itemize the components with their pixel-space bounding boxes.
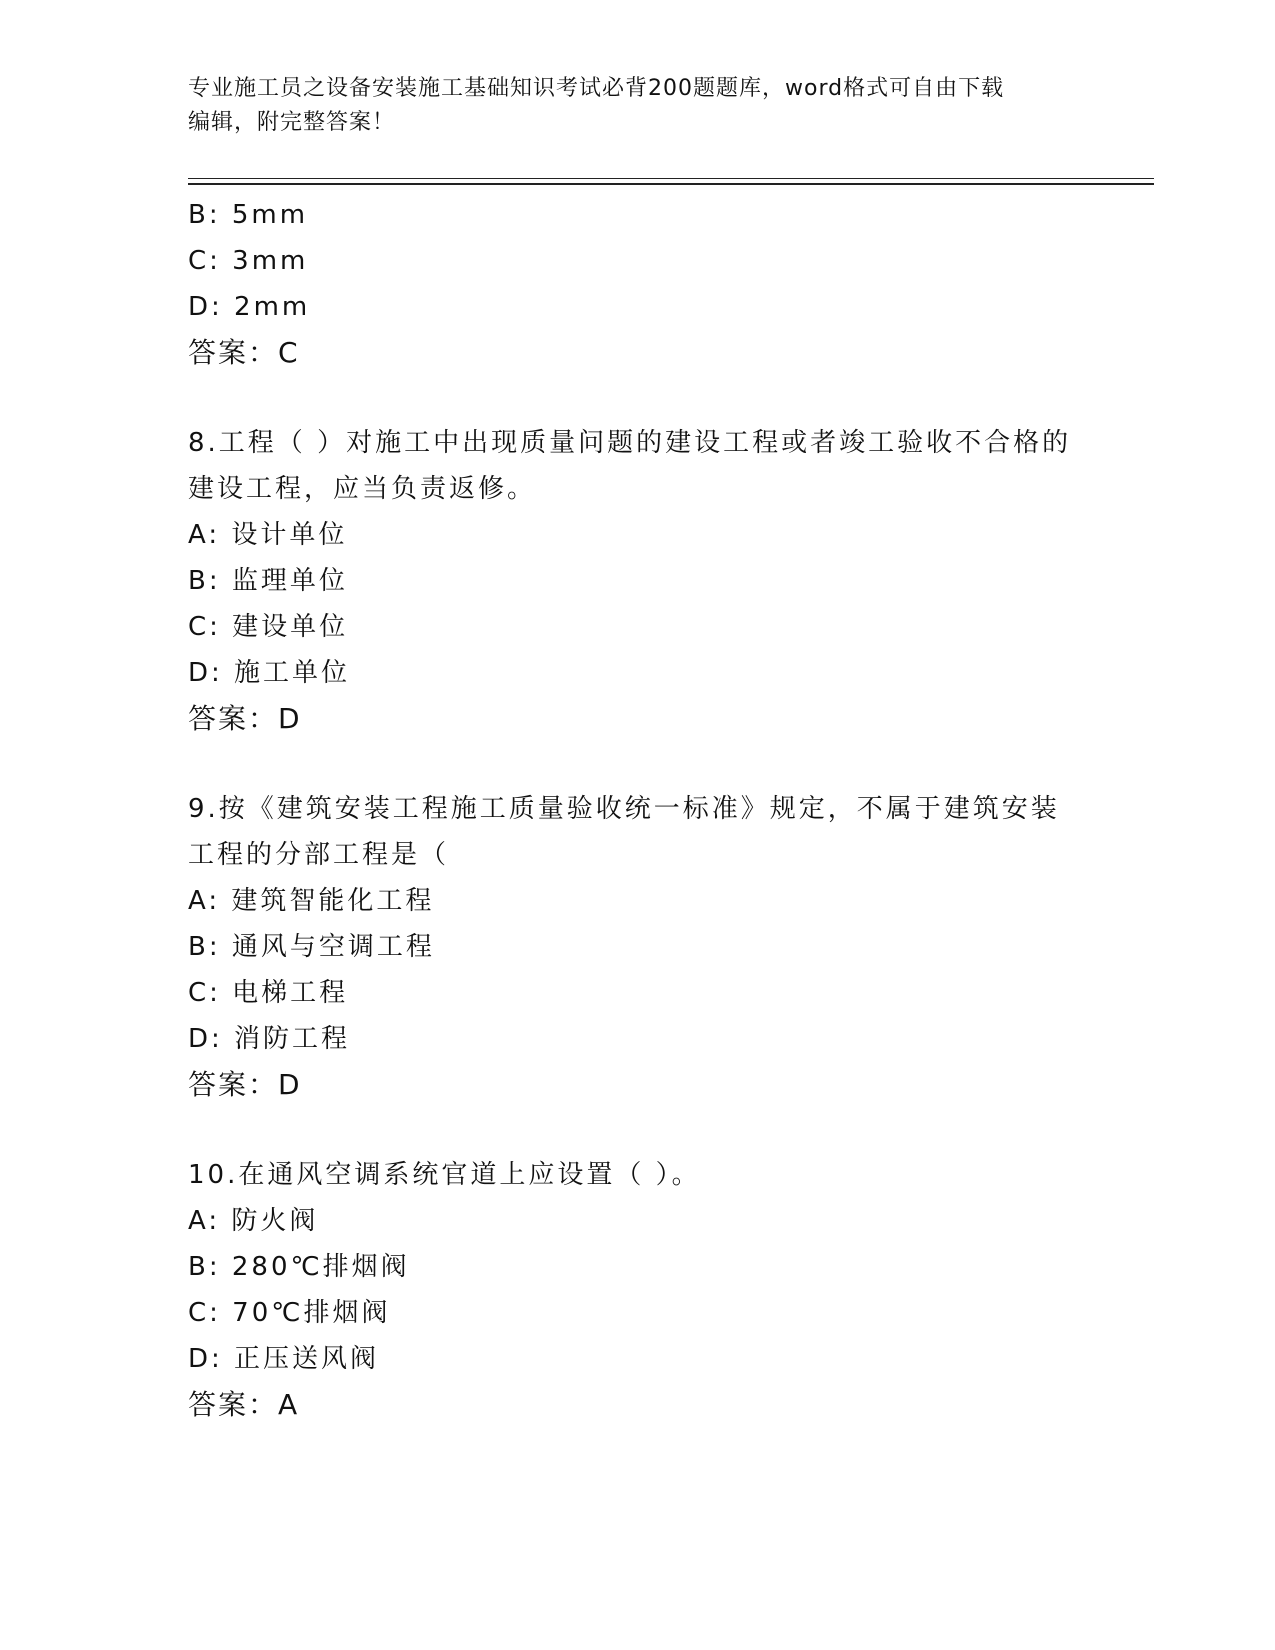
question-text-line-1: 8.工程（ ）对施工中出现质量问题的建设工程或者竣工验收不合格的 [188,428,1072,458]
question-text-line-2: 建设工程，应当负责返修。 [188,474,537,504]
answer-label: 答案：D [188,1068,302,1101]
question-9 [188,786,1088,1108]
question-8 [188,420,1088,742]
spacer [188,1108,1088,1152]
spacer [188,376,1088,420]
option-a: A: 防火阀 [188,1206,319,1236]
question-7-tail [188,192,1088,376]
document-header [188,72,1078,140]
option-c: C: 电梯工程 [188,978,349,1008]
question-text-line-1: 10.在通风空调系统官道上应设置（ ）。 [188,1160,701,1190]
option-b: B: 280℃排烟阀 [188,1252,410,1282]
option-b: B: 5mm [188,200,309,230]
option-b: B: 通风与空调工程 [188,932,435,962]
question-text-line-1: 9.按《建筑安装工程施工质量验收统一标准》规定，不属于建筑安装 [188,794,1060,824]
question-list [188,192,1088,1428]
option-a: A: 设计单位 [188,520,348,550]
question-text-line-2: 工程的分部工程是（ [188,840,450,870]
option-d: D: 2mm [188,292,311,322]
header-line-2: 编辑，附完整答案！ [188,110,396,135]
header-divider-thin [188,178,1154,179]
option-c: C: 建设单位 [188,612,349,642]
option-c: C: 70℃排烟阀 [188,1298,391,1328]
answer-label: 答案：C [188,336,300,369]
answer-label: 答案：A [188,1388,300,1421]
question-10 [188,1152,1088,1428]
option-d: D: 正压送风阀 [188,1344,380,1374]
spacer [188,742,1088,786]
header-line-1: 专业施工员之设备安装施工基础知识考试必背200题题库，word格式可自由下载 [188,76,1005,101]
option-a: A: 建筑智能化工程 [188,886,435,916]
option-d: D: 消防工程 [188,1024,351,1054]
header-divider-thick [188,183,1154,185]
option-c: C: 3mm [188,246,309,276]
option-d: D: 施工单位 [188,658,351,688]
option-b: B: 监理单位 [188,566,348,596]
answer-label: 答案：D [188,702,302,735]
